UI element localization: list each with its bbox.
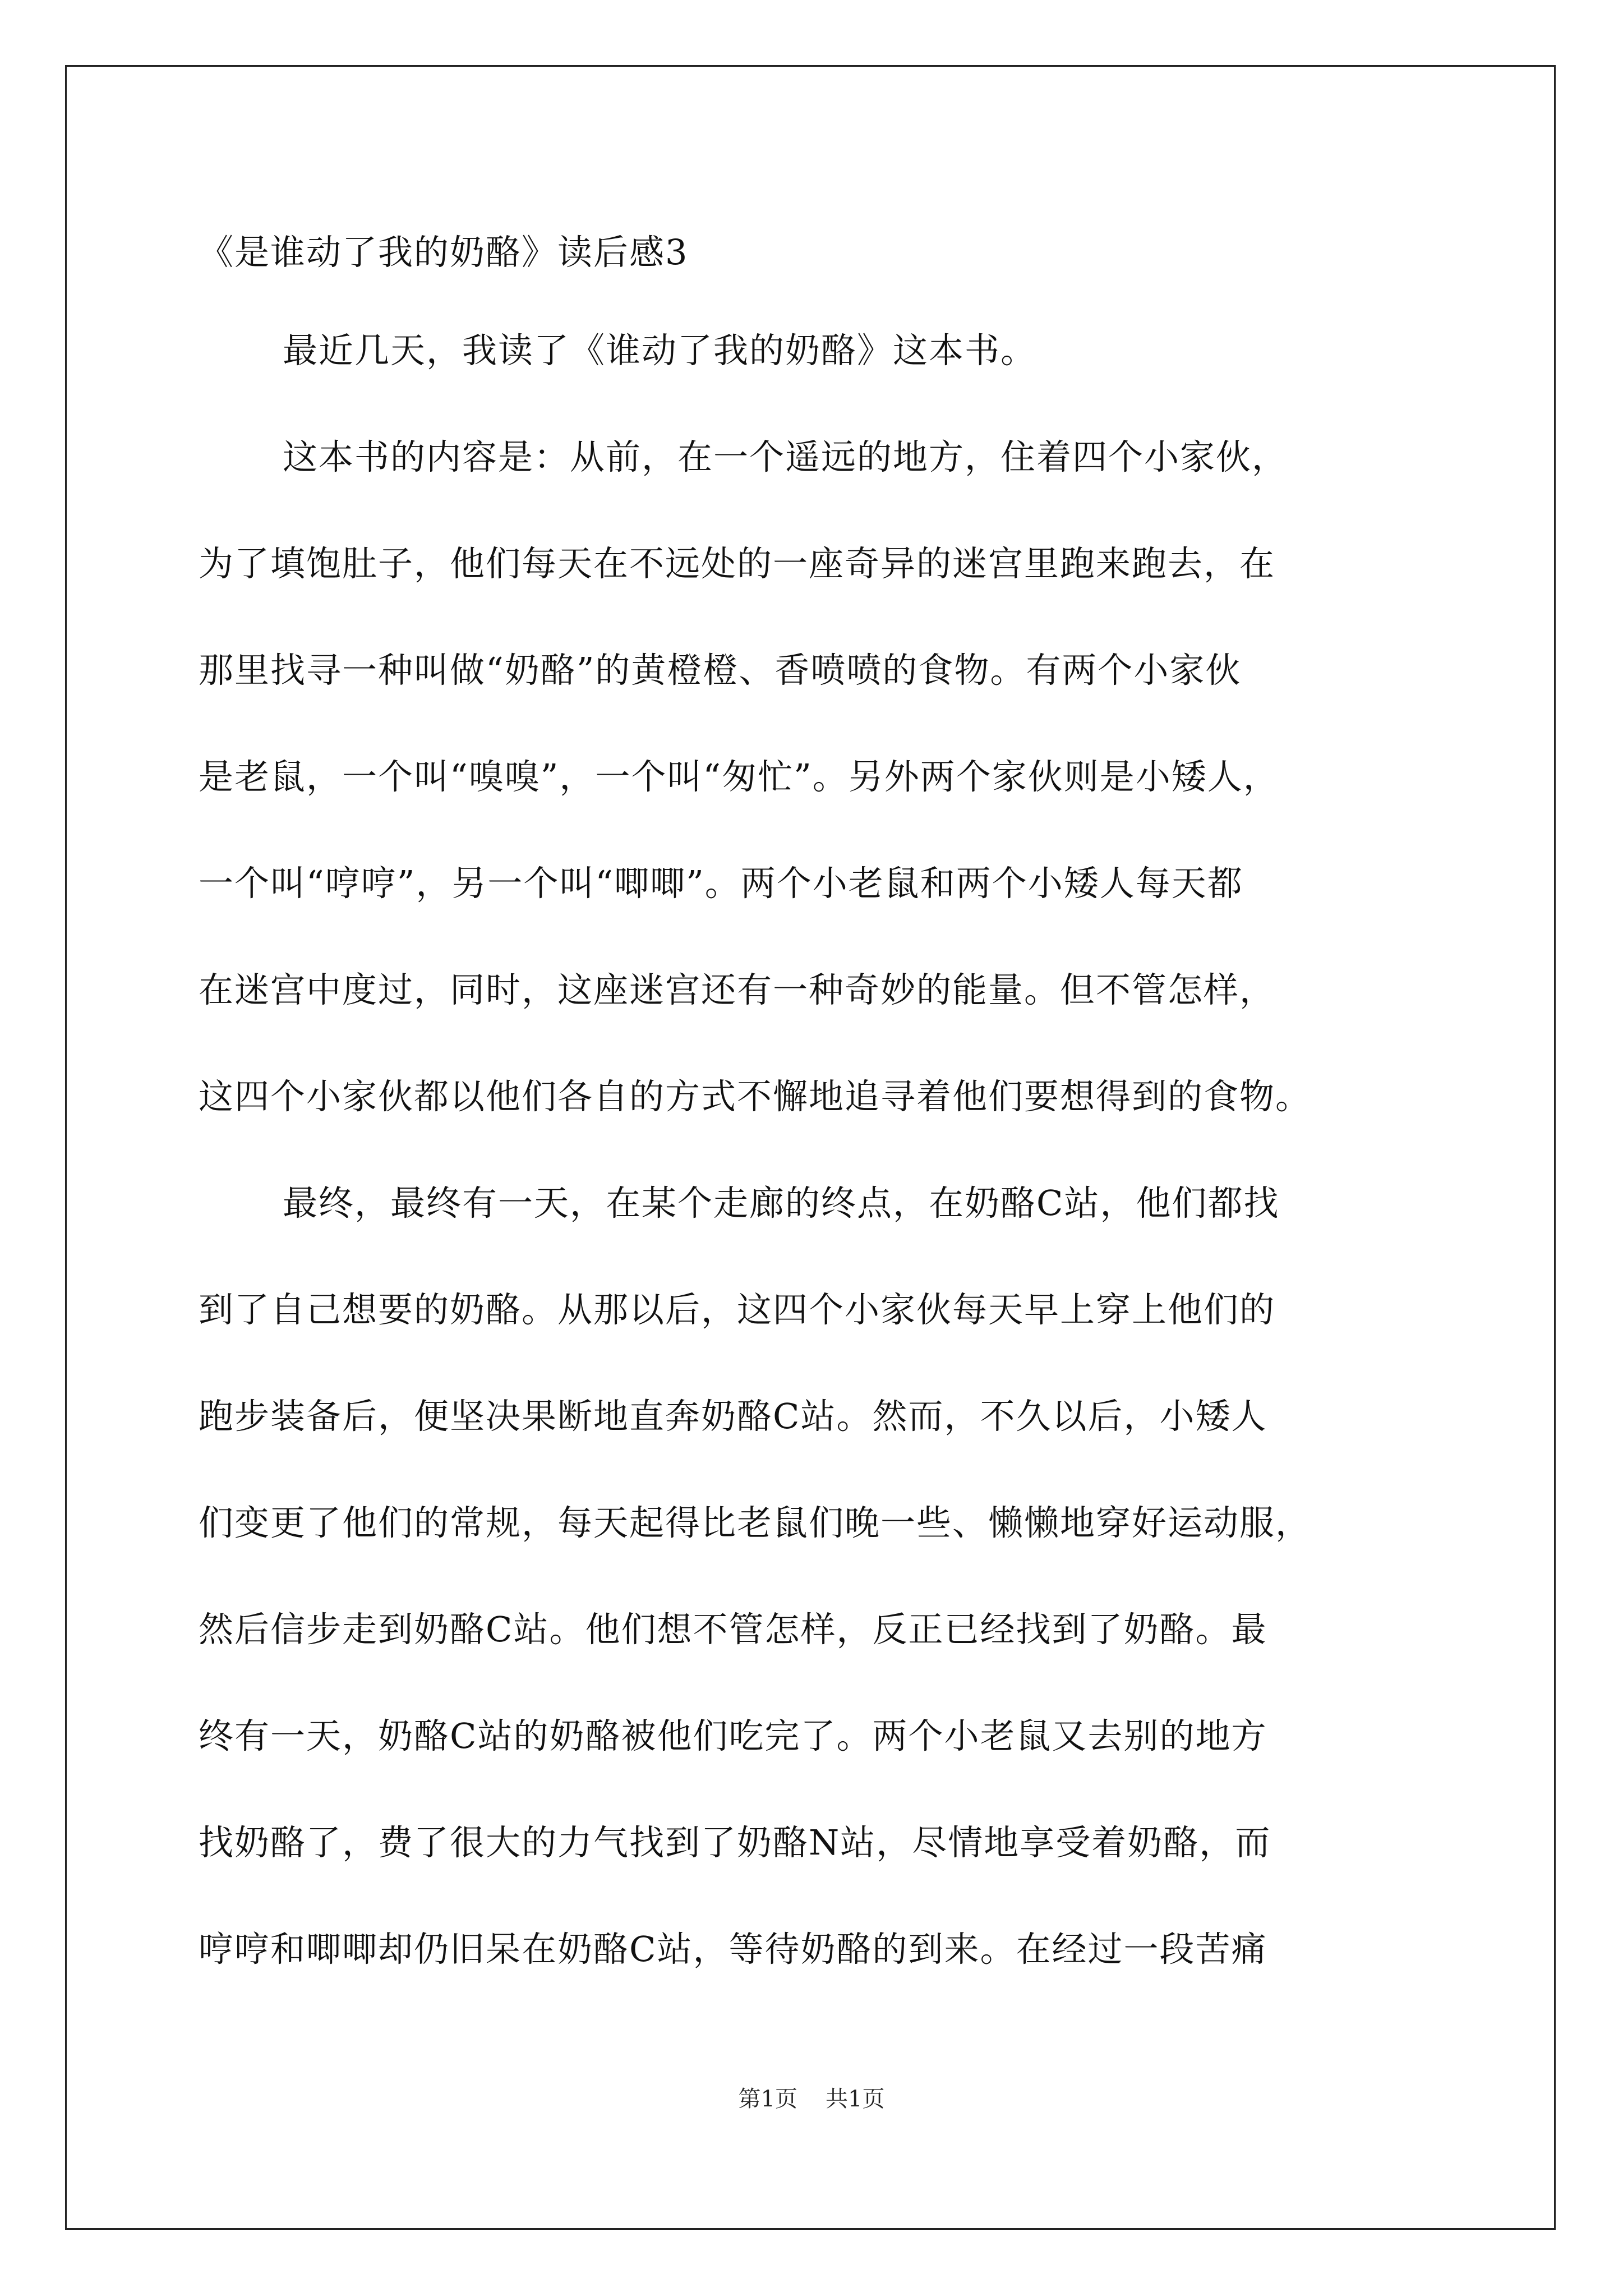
paragraph-1 [199, 297, 1432, 404]
paragraph-2 [199, 404, 1432, 1150]
paragraph-line: 最终，最终有一天，在某个走廊的终点，在奶酪C站，他们都找 [283, 1182, 1280, 1223]
document-body [199, 208, 1432, 2003]
page-total: 共1页 [826, 2086, 885, 2112]
paragraph-line: 终有一天，奶酪C站的奶酪被他们吃完了。两个小老鼠又去别的地方 [199, 1715, 1267, 1756]
paragraph-line: 为了填饱肚子，他们每天在不远处的一座奇异的迷宫里跑来跑去，在 [199, 543, 1276, 584]
paragraph-line: 这本书的内容是：从前，在一个遥远的地方，住着四个小家伙， [283, 436, 1288, 477]
paragraph-line: 是老鼠，一个叫“嗅嗅”，一个叫“匆忙”。另外两个家伙则是小矮人， [199, 756, 1279, 797]
paragraph-line: 最近几天，我读了《谁动了我的奶酪》这本书。 [283, 330, 1037, 371]
paragraph-line: 们变更了他们的常规，每天起得比老鼠们晚一些、懒懒地穿好运动服， [199, 1502, 1312, 1543]
paragraph-line: 在迷宫中度过，同时，这座迷宫还有一种奇妙的能量。但不管怎样， [199, 969, 1276, 1010]
paragraph-line: 一个叫“哼哼”，另一个叫“唧唧”。两个小老鼠和两个小矮人每天都 [199, 863, 1243, 904]
paragraph-line: 这四个小家伙都以他们各自的方式不懈地追寻着他们要想得到的食物。 [199, 1076, 1312, 1117]
paragraph-3 [199, 1150, 1432, 2003]
paragraph-line: 跑步装备后，便坚决果断地直奔奶酪C站。然而，不久以后，小矮人 [199, 1396, 1267, 1437]
document-title: 《是谁动了我的奶酪》读后感3 [199, 232, 689, 273]
paragraph-line: 哼哼和唧唧却仍旧呆在奶酪C站，等待奶酪的到来。在经过一段苦痛 [199, 1929, 1267, 1970]
paragraph-line: 然后信步走到奶酪C站。他们想不管怎样，反正已经找到了奶酪。最 [199, 1609, 1267, 1650]
paragraph-line: 到了自己想要的奶酪。从那以后，这四个小家伙每天早上穿上他们的 [199, 1289, 1276, 1330]
paragraph-line: 那里找寻一种叫做“奶酪”的黄橙橙、香喷喷的食物。有两个小家伙 [199, 650, 1242, 691]
page-number: 第1页 [738, 2086, 797, 2112]
page-footer [0, 2082, 1623, 2116]
paragraph-line: 找奶酪了，费了很大的力气找到了奶酪N站，尽情地享受着奶酪，而 [199, 1822, 1271, 1863]
